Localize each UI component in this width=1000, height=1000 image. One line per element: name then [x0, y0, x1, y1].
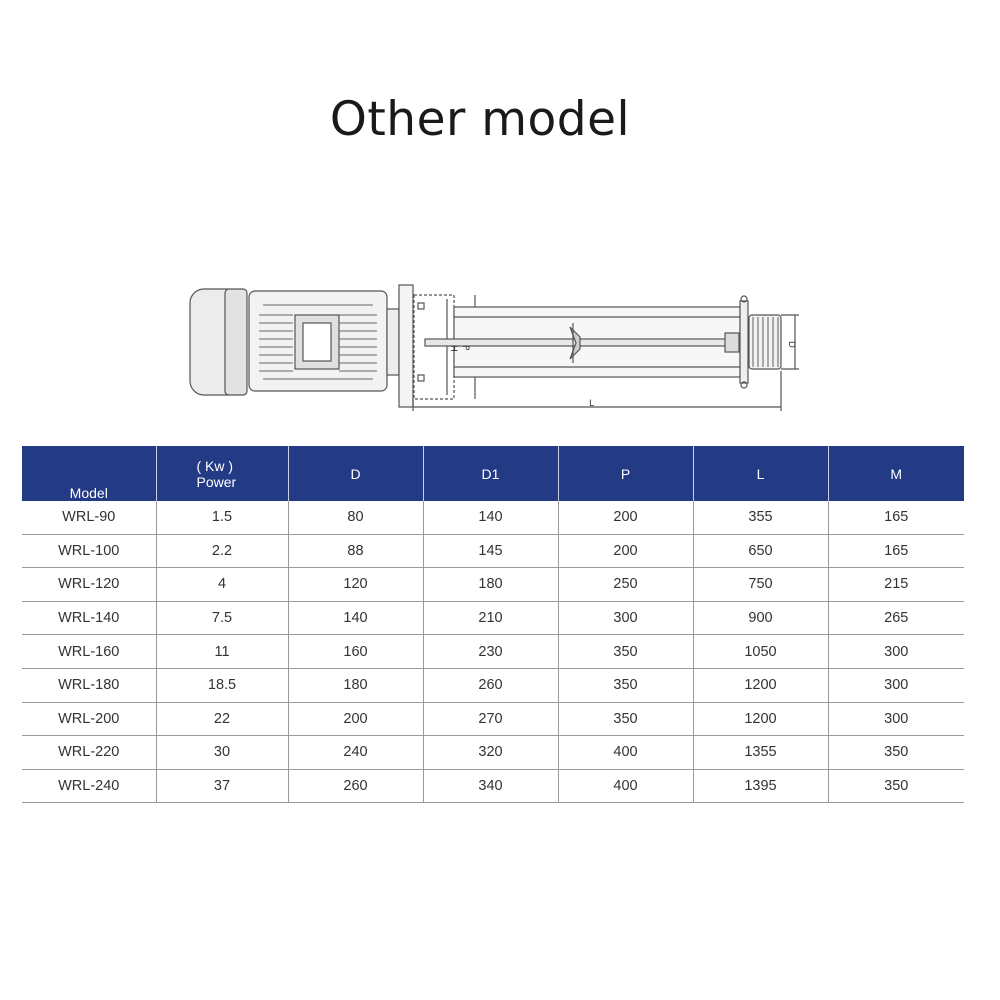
cell-d: 88 [288, 534, 423, 568]
table-row [22, 635, 964, 669]
table-row [22, 601, 964, 635]
table-row [22, 668, 964, 702]
cell-power: 11 [156, 635, 288, 669]
cell-d1: 320 [423, 736, 558, 770]
cell-d1: 230 [423, 635, 558, 669]
cell-d1: 260 [423, 668, 558, 702]
cell-power: 4 [156, 568, 288, 602]
page-title: Other model [329, 92, 631, 147]
header-model: Model [22, 446, 156, 501]
dimension-label-d: D [786, 341, 796, 348]
cell-l: 900 [693, 601, 828, 635]
cell-power: 30 [156, 736, 288, 770]
header-l: L [693, 446, 828, 501]
cell-power: 18.5 [156, 668, 288, 702]
cell-power: 2.2 [156, 534, 288, 568]
spec-table-body [22, 501, 964, 803]
cell-d1: 270 [423, 702, 558, 736]
table-row [22, 568, 964, 602]
cell-power: 22 [156, 702, 288, 736]
cell-l: 1355 [693, 736, 828, 770]
cell-p: 200 [558, 501, 693, 534]
cell-l: 1200 [693, 702, 828, 736]
header-p: P [558, 446, 693, 501]
cell-m: 300 [828, 635, 964, 669]
cell-model: WRL-220 [22, 736, 156, 770]
cell-p: 350 [558, 635, 693, 669]
cell-l: 750 [693, 568, 828, 602]
cell-model: WRL-200 [22, 702, 156, 736]
cell-model: WRL-90 [22, 501, 156, 534]
header-power-unit: ( Kw ) [196, 457, 234, 474]
cell-m: 300 [828, 668, 964, 702]
cell-model: WRL-100 [22, 534, 156, 568]
cell-p: 350 [558, 702, 693, 736]
cell-m: 165 [828, 534, 964, 568]
cell-d1: 340 [423, 769, 558, 803]
cell-power: 7.5 [156, 601, 288, 635]
cell-m: 350 [828, 769, 964, 803]
cell-model: WRL-140 [22, 601, 156, 635]
cell-p: 200 [558, 534, 693, 568]
cell-power: 37 [156, 769, 288, 803]
cell-d: 260 [288, 769, 423, 803]
dimension-label-p: P [460, 345, 470, 351]
cell-p: 400 [558, 736, 693, 770]
table-row [22, 501, 964, 534]
cell-p: 400 [558, 769, 693, 803]
cell-model: WRL-160 [22, 635, 156, 669]
cell-l: 650 [693, 534, 828, 568]
cell-d: 120 [288, 568, 423, 602]
cell-model: WRL-120 [22, 568, 156, 602]
cell-d1: 145 [423, 534, 558, 568]
cell-power: 1.5 [156, 501, 288, 534]
cell-l: 1200 [693, 668, 828, 702]
spec-table [22, 446, 964, 803]
cell-d: 80 [288, 501, 423, 534]
cell-m: 300 [828, 702, 964, 736]
cell-l: 355 [693, 501, 828, 534]
dimension-label-l: L [589, 399, 595, 409]
cell-d1: 210 [423, 601, 558, 635]
cell-model: WRL-240 [22, 769, 156, 803]
cell-d: 140 [288, 601, 423, 635]
cell-m: 165 [828, 501, 964, 534]
header-d: D [288, 446, 423, 501]
cell-d: 240 [288, 736, 423, 770]
cell-d: 180 [288, 668, 423, 702]
strainer [749, 315, 781, 369]
table-row [22, 702, 964, 736]
header-power-label: Power [196, 473, 237, 490]
pump-drawing [185, 275, 815, 415]
table-row [22, 769, 964, 803]
header-m: M [828, 446, 964, 501]
table-row [22, 534, 964, 568]
cell-d: 160 [288, 635, 423, 669]
cell-l: 1050 [693, 635, 828, 669]
header-d1: D1 [423, 446, 558, 501]
spec-table-header [22, 446, 964, 501]
cell-p: 250 [558, 568, 693, 602]
cell-l: 1395 [693, 769, 828, 803]
cell-m: 265 [828, 601, 964, 635]
cell-d1: 140 [423, 501, 558, 534]
cell-d1: 180 [423, 568, 558, 602]
cell-p: 350 [558, 668, 693, 702]
mounting-flange [399, 285, 413, 407]
cell-m: 350 [828, 736, 964, 770]
cell-model: WRL-180 [22, 668, 156, 702]
header-power [156, 446, 288, 501]
cell-p: 300 [558, 601, 693, 635]
table-row [22, 736, 964, 770]
dimension-label-h: H [448, 345, 458, 352]
cell-m: 215 [828, 568, 964, 602]
cell-d: 200 [288, 702, 423, 736]
